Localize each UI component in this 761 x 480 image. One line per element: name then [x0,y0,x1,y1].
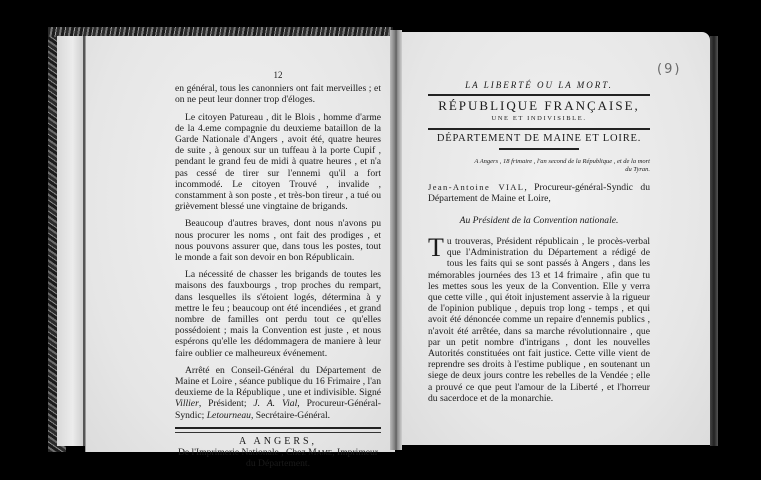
address-line: Au Président de la Convention nationale. [459,214,619,226]
flyleaf [57,36,85,446]
motto: LA LIBERTÉ OU LA MORT. [465,80,613,90]
rule [428,128,650,130]
imprint-text: , Imprimeur [332,447,379,459]
signer-role: , Procureur-Général-Syndic; [175,398,381,421]
subheading: UNE ET INDIVISIBLE. [491,115,587,123]
paragraph: Beaucoup d'autres braves, dont nous n'avons pu nous procurer les noms , ont fait des prodiges , et nous pouvons assurer que, dans tous les postes, tout le monde a fait son devoir en bon Républicain. [175,218,381,264]
letter-body-text: u trouveras, Président républicain , le procès-verbal que l'Administration du Département a rédigé de tous les faits qui se sont passés à Angers , dans les mémorables journées des 13 et 14 frimaire , afin que tu les mettes sous les yeux de la Convention. Elle y verra que cette ville , qui étoit injustement asservie à la rigueur de l'opinion publique , depuis trop long - temps , et qui avoit été dénoncée comme un repaire d'ennemis publics , n'avoit été arrêtée, dans sa marche révolutionnaire , que par un petit nombre d'intrigans , dont les nouvelles Autorités constituées ont fait justice. Cette ville vient de reprendre ses droits à l'estime publique , en soutenant un siege de deux jours contre les rebelles de la Vendée ; elle a prouvé ce que peut l'amour de la Liberté , et l'horreur du sacerdoce et de la monarchie. [428,236,650,404]
signer-name: Letourneau [206,409,251,421]
book-gutter [390,30,402,450]
author-name: Jean-Antoine VIAL [428,181,525,192]
signer-role: , Secrétaire-Général. [250,409,331,421]
signer-name: J. A. Vial [253,398,298,410]
drop-cap: T [428,233,444,263]
paragraph: Le citoyen Patureau , dit le Blois , homme d'arme de la 4.eme compagnie du deuxieme bataillon de la Garde Nationale d'Angers , avoit été, quatre heures de suite , à genoux sur un tuffeau à la porte Cupif , pendant le grand feu de midi à quatre heures , et n'a pas cessé de tirer sur l'ennemi qu'il a fort incommodé. Le citoyen Trouvé , invalide , constamment à son poste , et très-bon tireur , a tué ou grièvement blessé une vingtaine de brigands. [175,111,381,213]
thin-rule [175,432,381,433]
signer-name: Villier [175,398,199,410]
author-line [428,182,650,205]
department-heading: DÉPARTEMENT DE MAINE ET LOIRE. [436,132,642,144]
letter-body [428,233,650,404]
rule [428,94,650,96]
paragraph: en général, tous les canonniers ont fait merveilles ; et on ne peut leur donner trop d'éloges. [175,83,381,106]
handwritten-folio-number: (9) [657,62,682,77]
imprint-line [175,447,381,458]
heading-republique: RÉPUBLIQUE FRANÇAISE, [438,98,640,114]
page-number: 12 [273,70,283,80]
signer-role: , Président; [198,398,254,410]
author-title: , Procureur-général-Syndic du Département de Maine et Loire, [428,181,650,205]
imprint-line: du Département. [246,458,310,470]
left-page-text [175,70,381,470]
arrete-paragraph [175,365,381,421]
book-edge-right [710,36,718,446]
imprint-city: A ANGERS, [238,435,318,447]
printer-name: Mame [308,447,333,459]
short-rule [499,148,579,150]
arrete-text: Arrêté en Conseil-Général du Département de Maine et Loire , séance publique du 16 Frimaire , l'an deuxieme de la République , une et indivisible. Signé [175,364,381,399]
paragraph: La nécessité de chasser les brigands de toutes les maisons des fauxbourgs , trop proches du rempart, dans lesquelles ils s'étoient logés, détermina à y mettre le feu ; beaucoup ont été incendiées , et grand nombre de familles ont perdu tout ce qu'elles possédoient ; mais la Convention est juste , et nous espérons qu'elle les dédommagera de maniere à leur faire oublier ce malheureux événement. [175,269,381,359]
imprint-text: De l'Imprimerie Nationale , Chez [177,447,309,459]
right-page-text [428,80,650,410]
dateline: A Angers , 18 frimaire , l'an second de la République , et de la mort du Tyran. [474,157,650,173]
double-rule [175,427,381,429]
